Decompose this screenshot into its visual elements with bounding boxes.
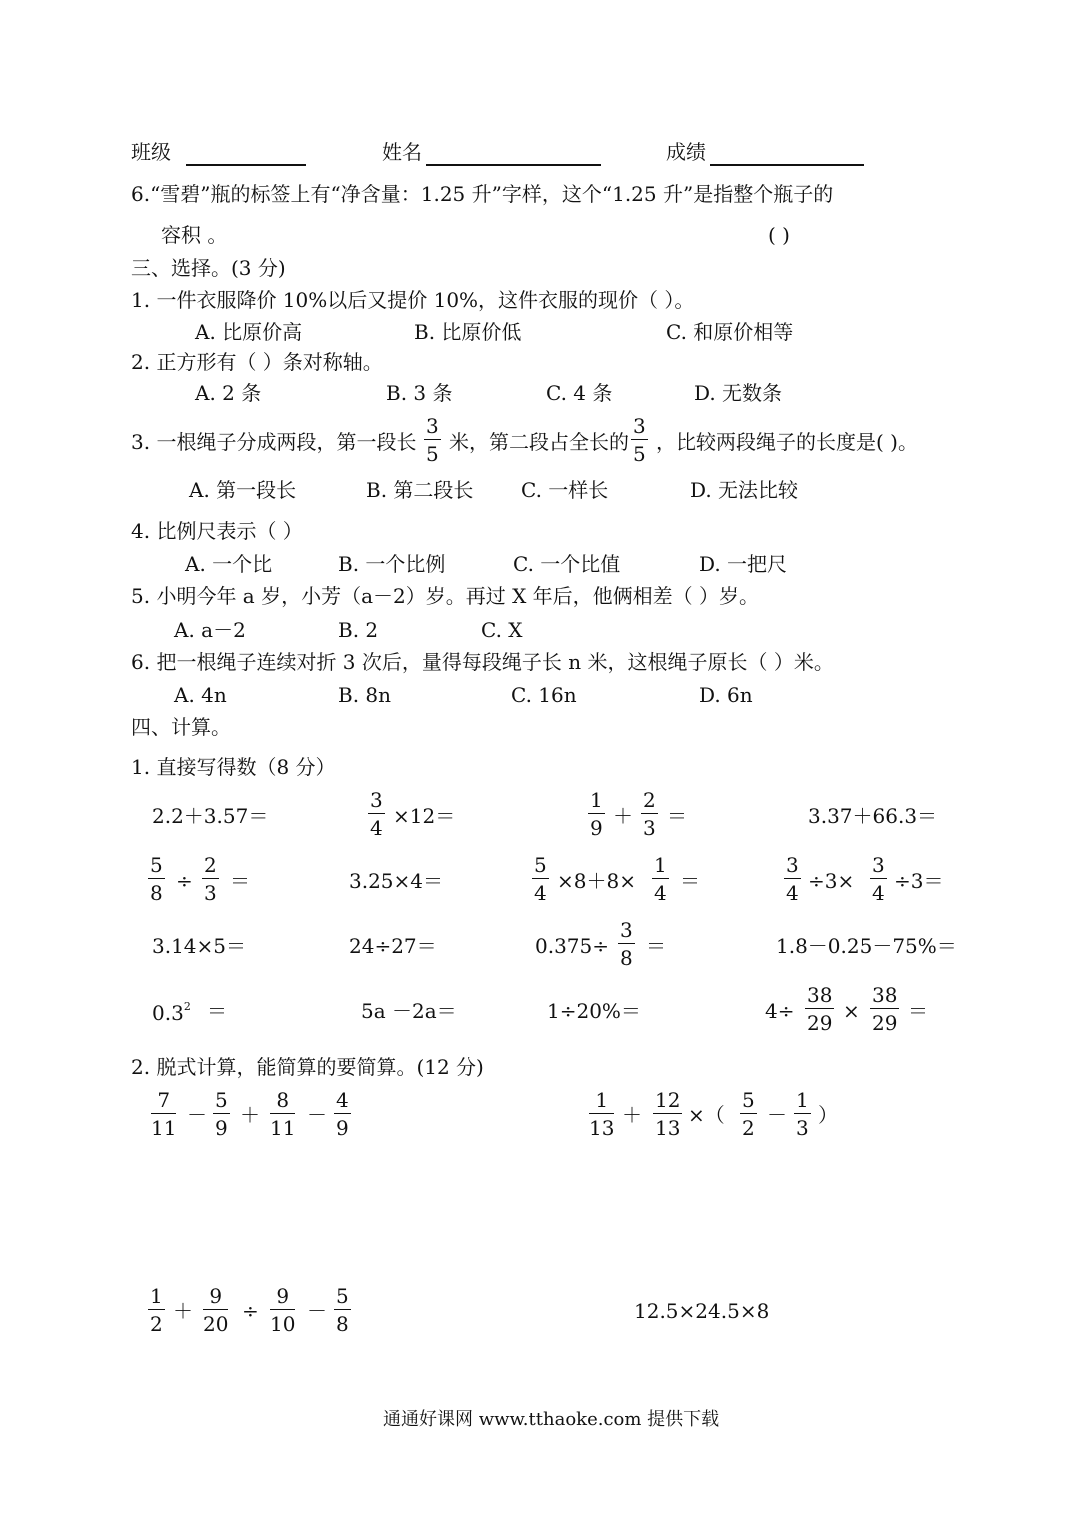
score-label: 成绩 (666, 140, 706, 164)
fraction: 2 3 (643, 788, 656, 840)
choice-q6-d[interactable]: D. 6n (699, 683, 753, 707)
choice-q1: 1. 一件衣服降价 10%以后又提价 10%，这件衣服的现价（ ）。 (131, 288, 695, 312)
divide-op: ÷ (242, 1299, 259, 1323)
fraction: 3 4 (872, 853, 885, 905)
equals: ＝ (230, 869, 250, 893)
fraction: 3 8 (620, 918, 633, 970)
fraction: 5 2 (742, 1088, 755, 1140)
choice-q5-a[interactable]: A. a－2 (174, 618, 246, 642)
choice-q2-c[interactable]: C. 4 条 (546, 381, 613, 405)
choice-q4-b[interactable]: B. 一个比例 (338, 552, 446, 576)
divide-op: ÷ (176, 869, 193, 893)
fraction-3-5: 3 5 (633, 414, 646, 466)
calc-r3-c-pre: 0.375÷ (535, 934, 610, 958)
class-label: 班级 (131, 140, 171, 164)
calc-r1-a: 2.2＋3.57＝ (152, 804, 269, 828)
equals: ＝ (680, 869, 700, 893)
choice-q2-d[interactable]: D. 无数条 (694, 381, 783, 405)
name-blank[interactable] (426, 164, 601, 166)
stepwise-calc-title: 2. 脱式计算，能简算的要简算。(12 分) (131, 1055, 484, 1079)
fraction: 1 4 (654, 853, 667, 905)
plus-op: ＋ (613, 804, 633, 828)
calc-r2-d-mid: ÷3× (808, 869, 855, 893)
minus-op: － (307, 1103, 327, 1127)
choice-q5-b[interactable]: B. 2 (338, 618, 379, 642)
choice-q3-b[interactable]: B. 第二段长 (366, 478, 474, 502)
choice-q5-c[interactable]: C. X (481, 618, 523, 642)
fraction: 5 8 (336, 1284, 349, 1336)
calc-r2-c-mid: ×8＋8× (557, 869, 636, 893)
choice-q1-c[interactable]: C. 和原价相等 (666, 320, 794, 344)
class-blank[interactable] (186, 164, 306, 166)
fraction: 38 29 (807, 983, 833, 1035)
fraction: 38 29 (872, 983, 898, 1035)
equals: ＝ (667, 804, 687, 828)
judge-q6-line2: 容积 。 (161, 223, 228, 247)
choice-q3-mid: 米，第二段占全长的 (449, 430, 629, 454)
judge-q6-line1: 6.“雪碧”瓶的标签上有“净含量：1.25 升”字样，这个“1.25 升”是指整个瓶子的 (131, 182, 834, 206)
fraction: 3 4 (370, 788, 383, 840)
direct-calc-title: 1. 直接写得数（8 分） (131, 755, 336, 779)
section4-title: 四、计算。 (131, 715, 231, 739)
fraction: 1 13 (589, 1088, 615, 1140)
footer-credit: 通通好课网 www.tthaoke.com 提供下载 (383, 1409, 720, 1430)
choice-q6: 6. 把一根绳子连续对折 3 次后，量得每段绳子长 n 米，这根绳子原长（ ）米。 (131, 650, 834, 674)
choice-q4-c[interactable]: C. 一个比值 (513, 552, 621, 576)
times-paren-open: ×（ (688, 1103, 725, 1127)
calc-r1-d: 3.37＋66.3＝ (808, 804, 938, 828)
choice-q6-c[interactable]: C. 16n (511, 683, 577, 707)
calc-r3-b: 24÷27＝ (349, 934, 437, 958)
choice-q3-c[interactable]: C. 一样长 (521, 478, 609, 502)
fraction: 3 4 (786, 853, 799, 905)
choice-q1-b[interactable]: B. 比原价低 (414, 320, 522, 344)
fraction: 9 20 (203, 1284, 229, 1336)
fraction-3-5: 3 5 (426, 414, 439, 466)
calc-r4-c: 1÷20%＝ (547, 999, 641, 1023)
plus-op: ＋ (173, 1299, 193, 1323)
choice-q3-a[interactable]: A. 第一段长 (189, 478, 297, 502)
choice-q5: 5. 小明今年 a 岁，小芳（a－2）岁。再过 X 年后，他俩相差（ ）岁。 (131, 584, 760, 608)
fraction: 5 9 (215, 1088, 228, 1140)
choice-q6-b[interactable]: B. 8n (338, 683, 392, 707)
calc-r1-b-tail: ×12＝ (393, 804, 456, 828)
judge-q6-answer-paren[interactable]: ( ) (768, 223, 790, 247)
choice-q3-d[interactable]: D. 无法比较 (690, 478, 799, 502)
calc-r4-b: 5a －2a＝ (361, 999, 457, 1023)
choice-q4-a[interactable]: A. 一个比 (185, 552, 273, 576)
minus-op: － (767, 1103, 787, 1127)
minus-op: － (187, 1103, 207, 1127)
calc-r3-a: 3.14×5＝ (152, 934, 247, 958)
plus-op: ＋ (622, 1103, 642, 1127)
fraction: 1 9 (590, 788, 603, 840)
choice-q4: 4. 比例尺表示（ ） (131, 519, 303, 543)
minus-op: － (307, 1299, 327, 1323)
calc-r3-d: 1.8－0.25－75%＝ (776, 934, 957, 958)
equals: ＝ (908, 999, 928, 1023)
choice-q3-pre: 3. 一根绳子分成两段，第一段长 (131, 430, 417, 454)
paren-close: ） (818, 1103, 838, 1127)
choice-q2-b[interactable]: B. 3 条 (386, 381, 453, 405)
plus-op: ＋ (240, 1103, 260, 1127)
choice-q2: 2. 正方形有（ ）条对称轴。 (131, 350, 383, 374)
score-blank[interactable] (710, 164, 864, 166)
section3-title: 三、选择。(3 分) (131, 256, 286, 280)
fraction: 4 9 (336, 1088, 349, 1140)
fraction: 1 2 (150, 1284, 163, 1336)
name-label: 姓名 (382, 140, 422, 164)
calc-r2-b: 3.25×4＝ (349, 869, 444, 893)
fraction: 5 4 (534, 853, 547, 905)
fraction: 1 3 (796, 1088, 809, 1140)
calc-r4-d-pre: 4÷ (765, 999, 795, 1023)
fraction: 8 11 (270, 1088, 296, 1140)
choice-q6-a[interactable]: A. 4n (174, 683, 227, 707)
choice-q4-d[interactable]: D. 一把尺 (699, 552, 788, 576)
fraction: 5 8 (150, 853, 163, 905)
choice-q2-a[interactable]: A. 2 条 (195, 381, 262, 405)
choice-q1-a[interactable]: A. 比原价高 (195, 320, 303, 344)
calc-r2-d-end: ÷3＝ (894, 869, 944, 893)
fraction: 2 3 (204, 853, 217, 905)
equals: ＝ (646, 934, 666, 958)
fraction: 9 10 (270, 1284, 296, 1336)
times-op: × (843, 999, 860, 1023)
fraction: 7 11 (151, 1088, 177, 1140)
calc-expression-4: 12.5×24.5×8 (634, 1299, 770, 1323)
fraction: 12 13 (655, 1088, 681, 1140)
calc-r4-a: $0.3^2$ (152, 1000, 191, 1025)
equals: ＝ (207, 999, 227, 1023)
choice-q3-post: ，比较两段绳子的长度是( )。 (656, 430, 918, 454)
